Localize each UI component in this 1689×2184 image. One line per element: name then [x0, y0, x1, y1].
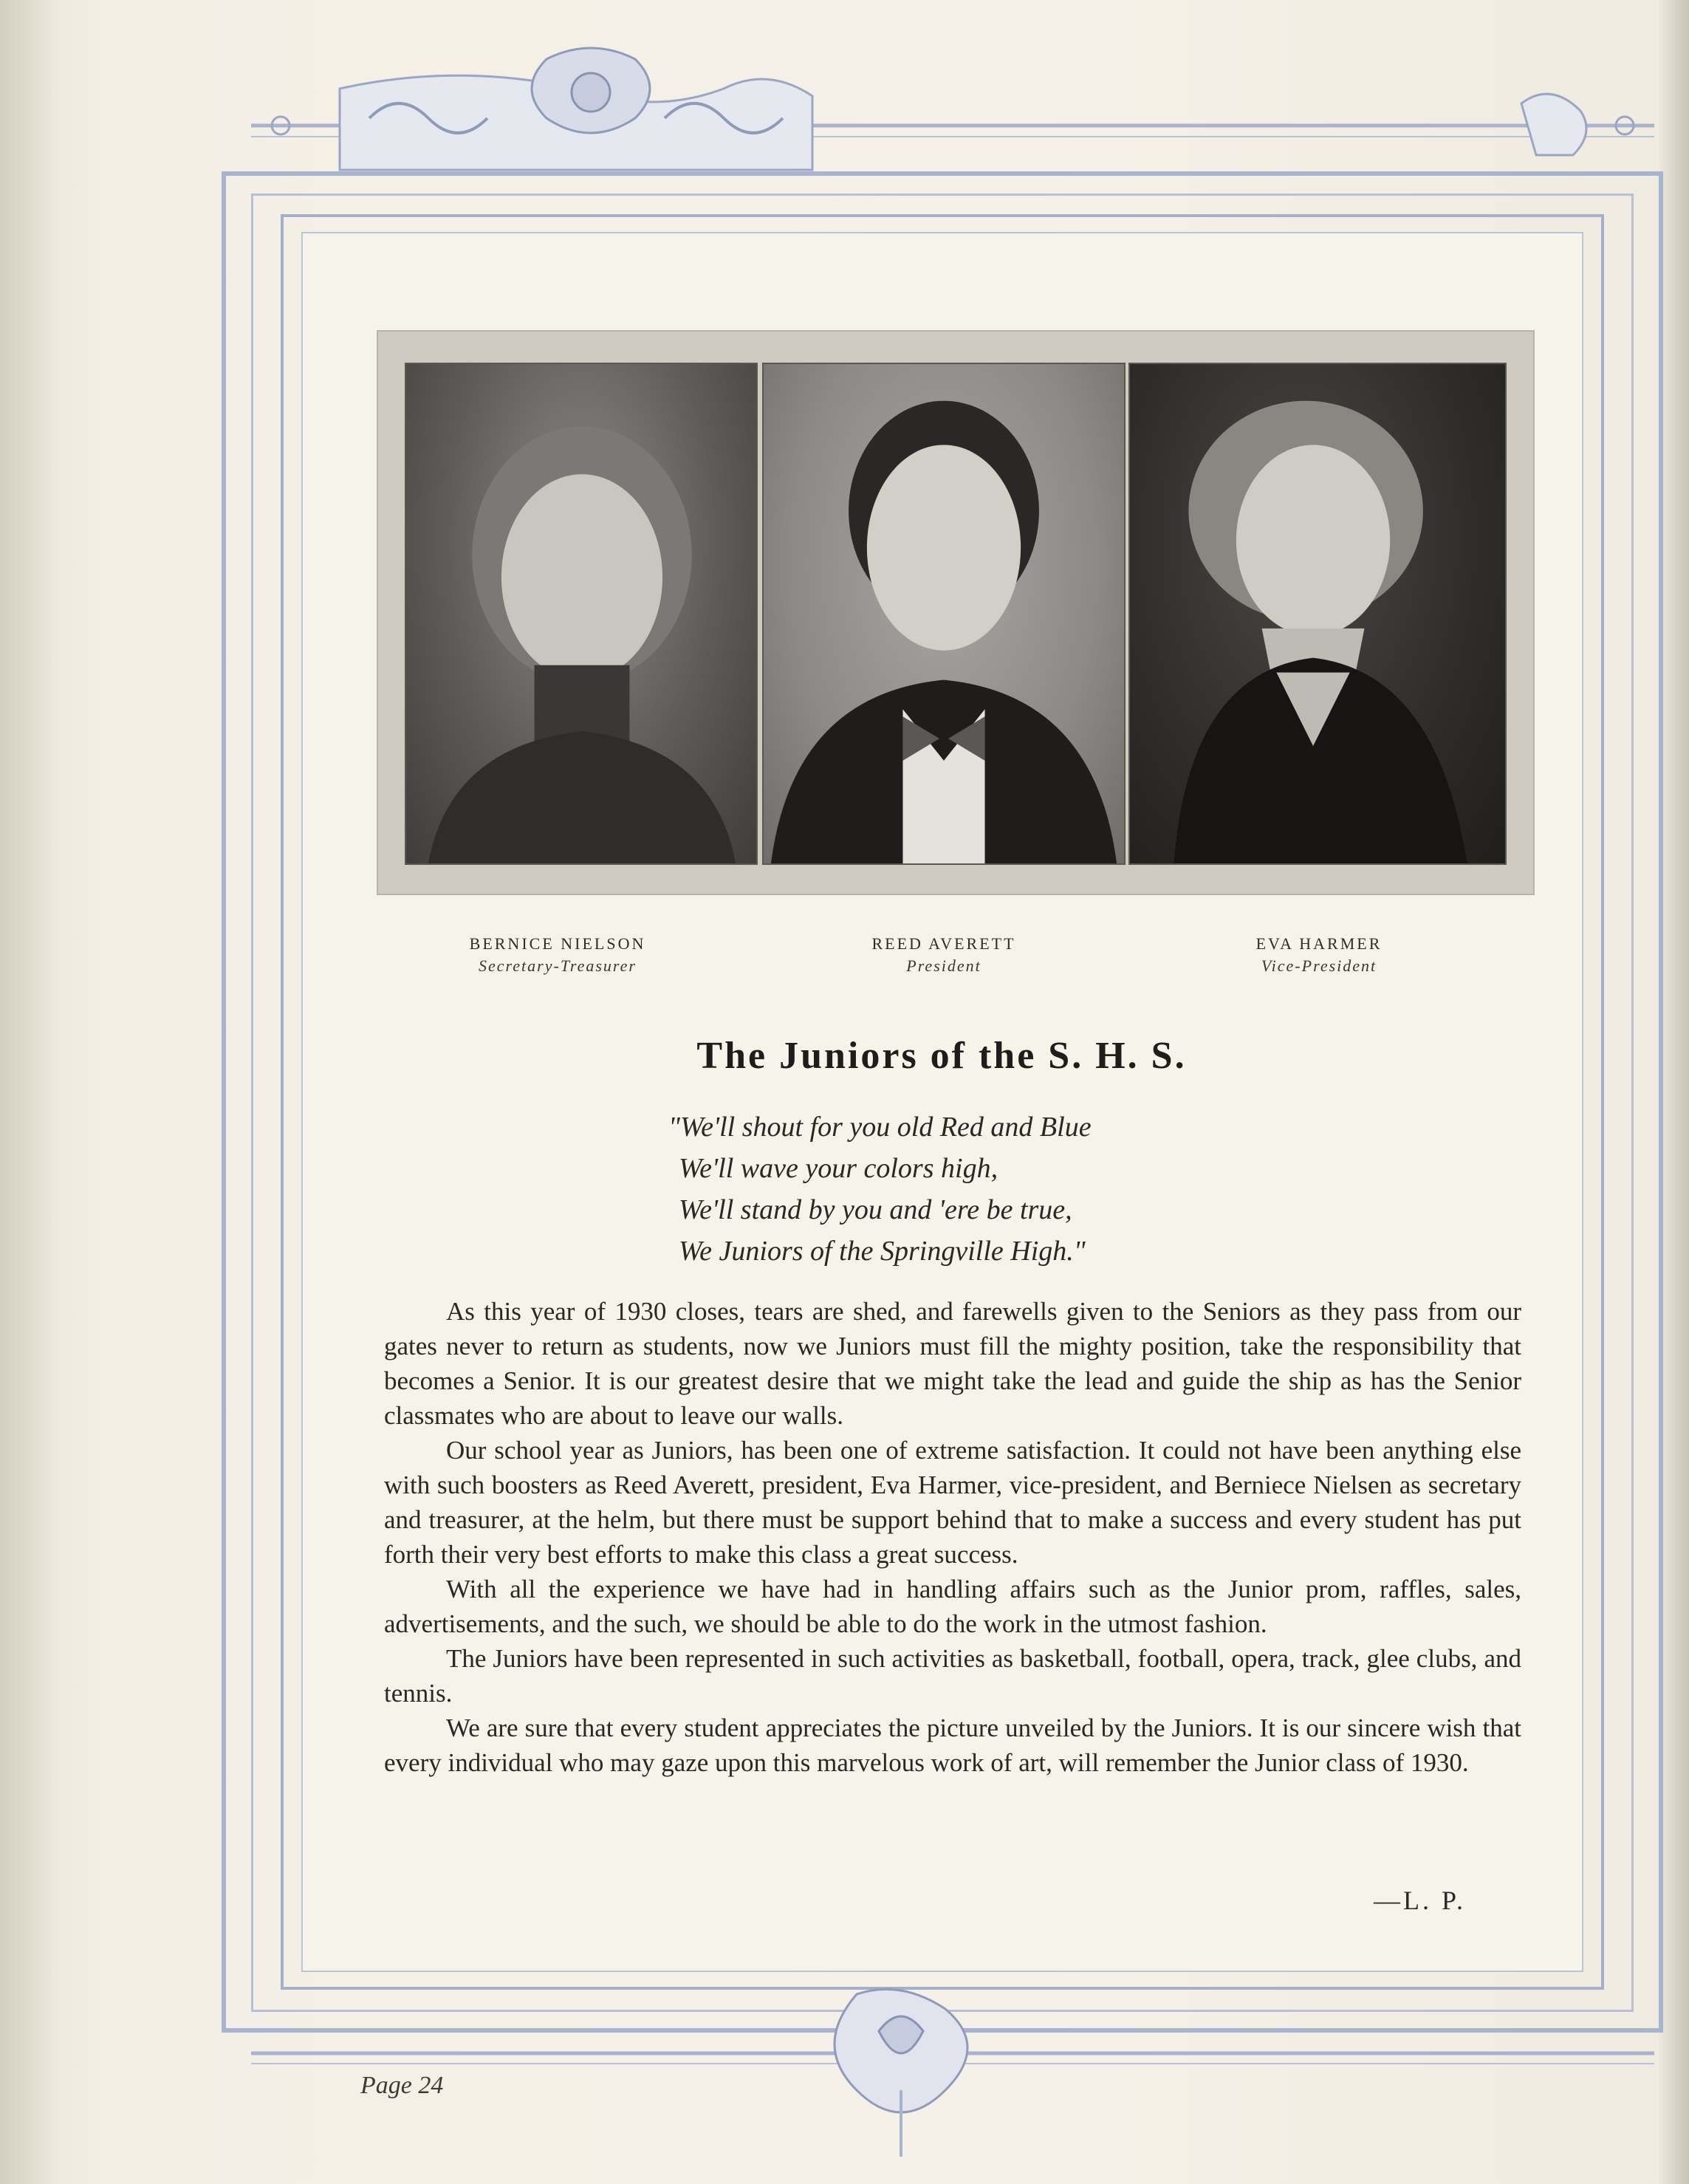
caption-bernice	[402, 934, 713, 976]
caption-eva	[1164, 934, 1474, 976]
caption-reed	[789, 934, 1099, 976]
paragraph: We are sure that every student appreciates the picture unveiled by the Juniors. It is our sincere wish that every individual who may gaze upon this marvelous work of art, will remember the Junior class of 1930.	[384, 1714, 1521, 1777]
verse-line: "We'll shout for you old Red and Blue	[668, 1112, 1092, 1143]
caption-role: President	[906, 956, 981, 975]
paragraph: With all the experience we have had in handling affairs such as the Junior prom, raffles, sales, advertisements, and the such, we should be able to do the work in the utmost fashion.	[384, 1575, 1521, 1638]
top-ornament	[251, 44, 1654, 192]
portrait-strip	[377, 330, 1535, 895]
caption-role: Vice-President	[1261, 956, 1377, 975]
book-binding	[0, 0, 52, 2184]
signature: —L. P.	[1374, 1886, 1467, 1915]
page-number: Page 24	[360, 2072, 444, 2099]
article-body	[384, 1294, 1521, 1780]
paragraph: As this year of 1930 closes, tears are shed, and farewells given to the Seniors as they pass from our gates never to return as students, now we Juniors must fill the mighty position, take the responsibility that becomes a Senior. It is our greatest desire that we might take the lead and guide the ship as has the Senior classmates who are about to leave our walls.	[384, 1297, 1521, 1430]
paragraph: Our school year as Juniors, has been one of extreme satisfaction. It could not have been anything else with such boosters as Reed Averett, president, Eva Harmer, vice-president, and Berniece Nielsen as secretary and treasurer, at the helm, but there must be support behind that to make a success and every student has put forth their very best efforts to make this class a great success.	[384, 1436, 1521, 1569]
paragraph: The Juniors have been represented in such activities as basketball, football, opera, track, glee clubs, and tennis.	[384, 1644, 1521, 1708]
caption-name: BERNICE NIELSON	[469, 934, 646, 953]
caption-name: REED AVERETT	[871, 934, 1016, 953]
verse-line: We'll stand by you and 'ere be true,	[679, 1194, 1072, 1225]
verse	[668, 1106, 1092, 1272]
verse-line: We'll wave your colors high,	[679, 1153, 998, 1184]
page-edge	[1659, 0, 1689, 2184]
verse-line: We Juniors of the Springville High."	[679, 1236, 1086, 1267]
bottom-ornament	[251, 1987, 1654, 2157]
portrait-photo-reed	[762, 363, 1126, 865]
caption-name: EVA HARMER	[1255, 934, 1383, 953]
portrait-photo-eva	[1128, 363, 1507, 865]
portrait-photo-bernice	[405, 363, 758, 865]
page-title: The Juniors of the S. H. S.	[696, 1035, 1187, 1077]
caption-role: Secretary-Treasurer	[479, 956, 637, 975]
